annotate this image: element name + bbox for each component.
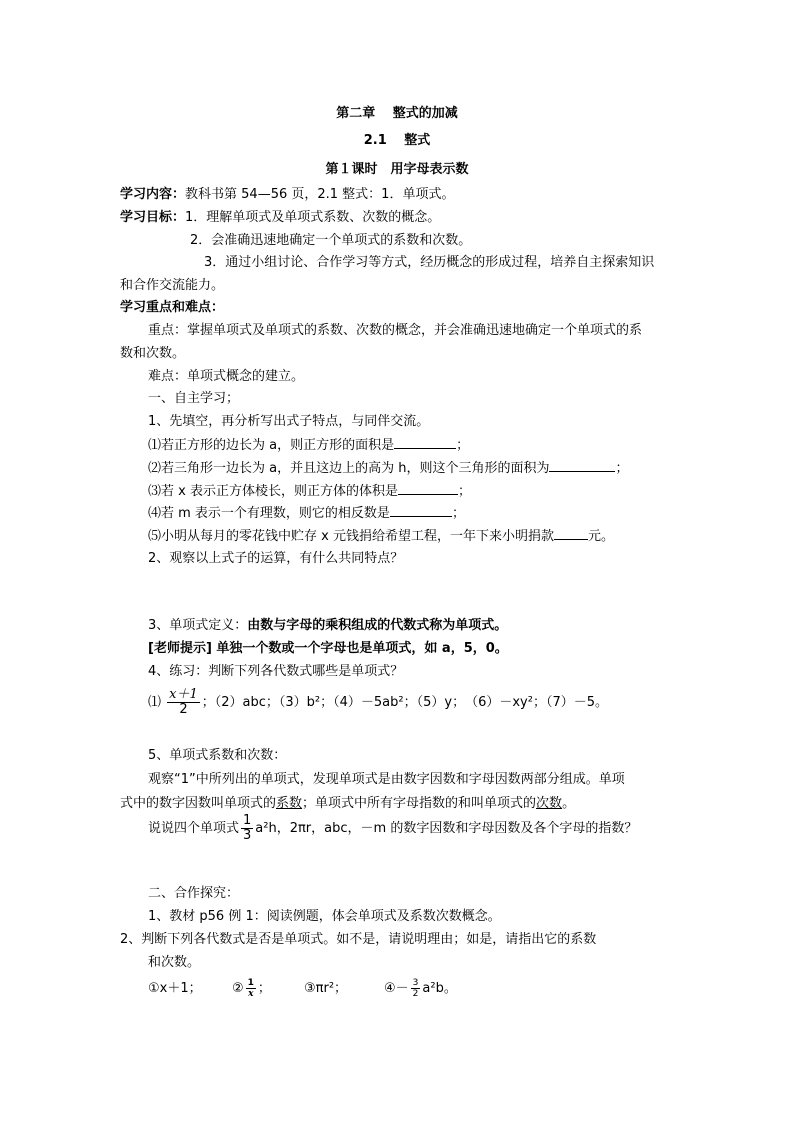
semicolon: ； <box>257 981 271 996</box>
option-2-marker: ② <box>232 981 244 996</box>
q1: 1、先填空，再分析写出式子特点，与同伴交流。 <box>148 414 430 429</box>
option-3: ③πr²； <box>304 981 348 996</box>
answer-blank[interactable] <box>394 435 456 449</box>
q1-4-text: ⑷若 m 表示一个有理数，则它的相反数是 <box>148 506 390 521</box>
exercise-rest: ；（2）abc；（3）b²；（4）－5ab²；（5）y； （6）－xy²；（7）－5。 <box>201 695 608 710</box>
fraction-denominator: 2 <box>179 702 188 717</box>
goal-3a: 3．通过小组讨论、合作学习等方式，经历概念的形成过程，培养自主探索知识 <box>204 255 655 270</box>
semicolon: ； <box>615 461 629 476</box>
exercise-1-number: ⑴ <box>148 695 162 710</box>
part2-q2a: 2、判断下列各代数式是否是单项式。如不是，请说明理由；如是，请指出它的系数 <box>120 932 597 947</box>
key-point-a: 重点：掌握单项式及单项式的系数、次数的概念，并会准确迅速地确定一个单项式的系 <box>148 323 643 338</box>
part2-q1: 1、教材 p56 例 1：阅读例题，体会单项式及系数次数概念。 <box>148 909 501 924</box>
answer-blank[interactable] <box>554 526 588 540</box>
say-line <box>148 812 637 846</box>
fraction-denominator: 2 <box>412 989 419 999</box>
q1-3-text: ⑶若 x 表示正方体棱长，则正方体的体积是 <box>148 484 398 499</box>
q1-4 <box>148 503 465 523</box>
exercise-list <box>148 686 608 720</box>
observe-b-text2: ；单项式中所有字母指数的和叫单项式的 <box>302 796 537 811</box>
fraction-denominator: 3 <box>243 828 252 843</box>
semicolon: ； <box>457 484 471 499</box>
section-title: 2.1 整式 <box>363 133 431 148</box>
answer-blank[interactable] <box>390 503 452 517</box>
fraction-numerator: 1 <box>243 813 252 828</box>
q1-1-text: ⑴若正方形的边长为 a，则正方形的面积是 <box>148 438 395 453</box>
fraction-numerator: 1 <box>247 978 254 988</box>
content-text: 教科书第 54—56 页，2.1 整式：1．单项式。 <box>185 187 455 202</box>
chapter-title: 第二章 整式的加减 <box>336 106 458 121</box>
observe-b-text3: 。 <box>562 796 576 811</box>
content-label: 学习内容： <box>120 187 186 202</box>
part2-title: 二、合作探究： <box>148 886 240 901</box>
goal-2: 2．会准确迅速地确定一个单项式的系数和次数。 <box>190 233 472 248</box>
fraction-one-third <box>241 814 253 843</box>
observe-b <box>120 794 575 814</box>
fraction-denominator: x <box>248 989 254 999</box>
q1-5 <box>148 526 614 546</box>
q2: 2、观察以上式子的运算，有什么共同特点？ <box>148 551 404 566</box>
q1-5-text: ⑸小明从每月的零花钱中贮存 x 元钱捐给希望工程，一年下来小明捐款 <box>148 529 554 544</box>
q3 <box>148 616 507 636</box>
lesson-title: 第１课时 用字母表示数 <box>325 162 469 177</box>
q1-5-unit: 元。 <box>587 529 614 544</box>
fraction-one-over-x <box>246 978 256 999</box>
option-2 <box>232 974 271 1004</box>
fraction-numerator: x＋1 <box>169 687 198 702</box>
part1-title: 一、自主学习； <box>148 391 240 406</box>
goal-1: 1．理解单项式及单项式系数、次数的概念。 <box>185 210 441 225</box>
key-point-b: 数和次数。 <box>120 346 186 361</box>
q3-label: 3、单项式定义： <box>148 618 248 633</box>
keypoints-label: 学习重点和难点： <box>120 300 225 315</box>
option-1: ①x＋1； <box>148 981 202 996</box>
fraction-x-plus-1-over-2 <box>167 688 200 717</box>
part2-q2b: 和次数。 <box>148 955 201 970</box>
term-coefficient: 系数 <box>276 796 303 811</box>
goals-label: 学习目标： <box>120 210 186 225</box>
fraction-three-halves <box>411 978 421 999</box>
answer-blank[interactable] <box>549 458 615 472</box>
q4: 4、练习：判断下列各代数式哪些是单项式？ <box>148 664 404 679</box>
answer-blank[interactable] <box>398 481 458 495</box>
content-line <box>120 185 454 205</box>
q1-2-text: ⑵若三角形一边长为 a，并且这边上的高为 h，则这个三角形的面积为 <box>148 461 550 476</box>
q5: 5、单项式系数和次数： <box>148 748 287 763</box>
term-degree: 次数 <box>536 796 563 811</box>
option-4-text: a²b。 <box>422 981 457 996</box>
goal-3b: 和合作交流能力。 <box>120 278 225 293</box>
semicolon: ； <box>456 438 470 453</box>
option-4 <box>384 974 457 1004</box>
q3-definition: 由数与字母的乘积组成的代数式称为单项式。 <box>247 618 508 633</box>
q1-3 <box>148 481 471 501</box>
observe-a: 观察“1”中所列出的单项式，发现单项式是由数字因数和字母因数两部分组成。单项 <box>148 772 625 787</box>
say-text2: a²h，2πr，abc，－m 的数字因数和字母因数及各个字母的指数？ <box>255 821 638 836</box>
option-4-marker: ④－ <box>384 981 409 996</box>
teacher-tip: [老师提示] 单独一个数或一个字母也是单项式，如 a，5，0。 <box>148 641 508 656</box>
say-text1: 说说四个单项式 <box>148 821 240 836</box>
observe-b-text1: 式中的数字因数叫单项式的 <box>120 796 277 811</box>
fraction-numerator: 3 <box>412 978 419 988</box>
difficulty: 难点：单项式概念的建立。 <box>148 369 305 384</box>
goals-line <box>120 208 440 228</box>
q1-2 <box>148 458 629 478</box>
semicolon: ； <box>451 506 465 521</box>
q1-1 <box>148 435 469 455</box>
